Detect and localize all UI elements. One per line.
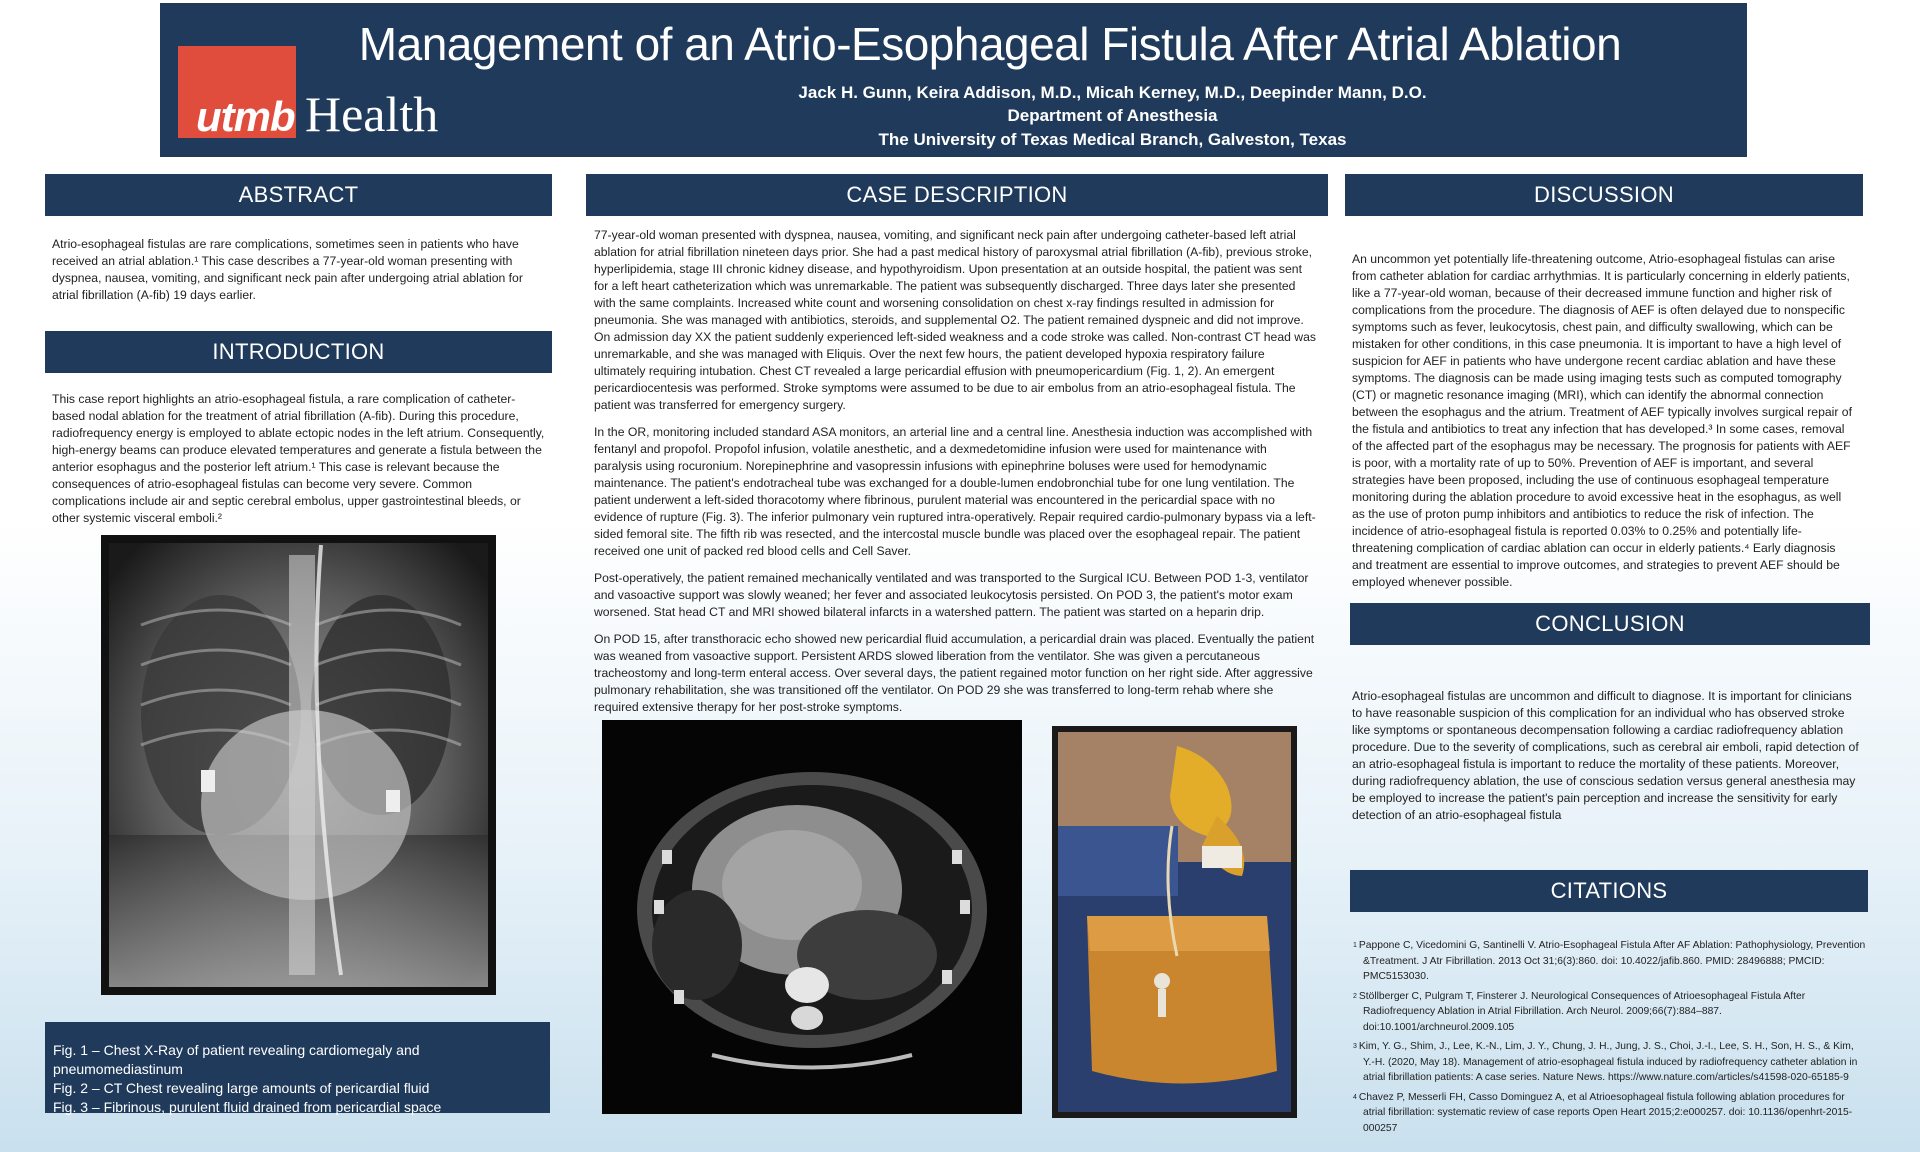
- department: Department of Anesthesia: [1007, 106, 1218, 125]
- authors: Jack H. Gunn, Keira Addison, M.D., Micah Kerney, M.D., Deepinder Mann, D.O.: [798, 83, 1427, 102]
- abstract-text: Atrio-esophageal fistulas are rare complications, sometimes seen in patients who have received an atrial ablation.¹ This case describes a 77-year-old woman presenting with dyspnea, nausea, vomiting, and significant neck pain after undergoing atrial ablation for atrial fibrillation (A-fib) 19 days earlier.: [52, 237, 523, 302]
- citation-number: 3: [1353, 1043, 1357, 1050]
- case-description-heading: CASE DESCRIPTION: [586, 174, 1328, 216]
- citation-number: 1: [1353, 942, 1357, 949]
- introduction-text: This case report highlights an atrio-esophageal fistula, a rare complication of catheter-based nodal ablation for the treatment of atrial fibrillation (A-fib). During this procedure, radiofrequency energy is employed to ablate ectopic nodes in the left atrium. Consequently, high-energy beams can produce elevated temperatures and generate a fistula between the anterior esophagus and the posterior left atrium.¹ This case is relevant because the consequences of atrio-esophageal fistulas can become very severe. Common complications include air and septic cerebral embolus, upper gastrointestinal bleeds, or other systemic visceral emboli.²: [52, 392, 545, 525]
- figure-captions: [45, 1022, 550, 1113]
- citation-number: 4: [1353, 1093, 1357, 1101]
- conclusion-heading: CONCLUSION: [1350, 603, 1870, 645]
- case-description-text: [594, 227, 1318, 726]
- conclusion-text: Atrio-esophageal fistulas are uncommon and difficult to diagnose. It is important for clinicians to have reasonable suspicion of this complication for an individual who has observed stroke like symptoms or spontaneous decompensation following a cardiac radiofrequency ablation procedure. Due to the severity of complications, such as cerebral air emboli, rapid detection of an atrio-esophageal fistula is important to reduce the mortality of these patients. Moreover, during radiofrequency ablation, the use of conscious sedation versus general anesthesia may be employed to increase the patient's pain perception and increase the sensitivity for early detection of an atrio-esophageal fistula: [1352, 689, 1859, 822]
- introduction-heading: INTRODUCTION: [45, 331, 552, 373]
- poster-title: Management of an Atrio-Esophageal Fistula After Atrial Ablation: [358, 18, 1622, 70]
- caption-fig-1: Fig. 1 – Chest X-Ray of patient revealing cardiomegaly and pneumomediastinum: [53, 1042, 420, 1077]
- citation-item: [1353, 989, 1868, 1036]
- caption-fig-3: Fig. 3 – Fibrinous, purulent fluid drained from pericardial space: [53, 1099, 442, 1115]
- citation-text: Kim, Y. G., Shim, J., Lee, K.-N., Lim, J. Y., Chung, J. H., Jung, J. S., Choi, J.-I., Lee, S. H., Son, H. S., & Kim, Y.-H. (2020, May 18). Management of atrio-esophageal fistula induced by radiofrequency catheter ablation in atrial fibrillation patients: A case series. Nature News. https://www.nature.com/articles/s41598-020-65185-9: [1358, 1041, 1858, 1083]
- citation-item: [1353, 1039, 1868, 1086]
- discussion-text: An uncommon yet potentially life-threatening outcome, Atrio-esophageal fistulas can arise from catheter ablation for cardiac arrhythmias. It is particularly concerning in elderly patients, like a 77-year-old woman, because of their decreased immune function and higher risk of complications from the procedure. The diagnosis of AEF is often delayed due to nonspecific symptoms such as fever, leukocytosis, chest pain, and difficulty swallowing, which can be mistaken for other conditions, in this case pneumonia. It is important to have a high level of suspicion for AEF in patients who have undergone recent cardiac ablation and have these symptoms. The diagnosis can be made using imaging tests such as computed tomography (CT) or magnetic resonance imaging (MRI), which can identify the abnormal connection between the esophagus and the atrium. Treatment of AEF typically involves surgical repair of the fistula and antibiotics to treat any infection that has developed.³ In some cases, removal of the affected part of the esophagus may be necessary. The prognosis for patients with AEF is poor, with a mortality rate of up to 50%. Prevention of AEF is important, and several strategies have been proposed, including the use of continuous esophageal temperature monitoring during the ablation procedure to avoid excessive heat in the esophagus, as well as the use of proton pump inhibitors and antibiotics to reduce the risk of infection. The incidence of atrio-esophageal fistula is reported 0.03% to 0.25% and potentially life-threatening complication of cardiac ablation can occur in elderly patients.⁴ Early diagnosis and treatment are essential to improve outcomes, and strategies to prevent AEF should be employed whenever possible.: [1352, 252, 1852, 589]
- case-paragraph-2: In the OR, monitoring included standard ASA monitors, an arterial line and a central line. Anesthesia induction was accomplished with fentanyl and propofol. Propofol infusion, volatile anesthetic, and a dexmedetomidine infusion were used for maintenance with paralysis using rocuronium. Norepinephrine and vasopressin infusions with epinephrine boluses were used for hemodynamic maintenance. The patient's endotracheal tube was exchanged for a double-lumen endobronchial tube for one lung ventilation. The patient underwent a left-sided thoracotomy where fibrinous, purulent material was encountered in the pericardial space with no evidence of rupture (Fig. 3). The inferior pulmonary vein ruptured intra-operatively. Repair required cardio-pulmonary bypass via a left-sided femoral site. The fifth rib was resected, and the intercostal muscle bundle was placed over the esophageal repair. The patient received one unit of packed red blood cells and Cell Saver.: [594, 425, 1316, 558]
- citations-heading: CITATIONS: [1350, 870, 1868, 912]
- figure-3-drained-fluid: [1052, 726, 1297, 1118]
- citation-text: Chavez P, Messerli FH, Casso Dominguez A, et al Atrioesophageal fistula following ablation procedures for atrial fibrillation: systematic review of case reports Open Heart 2015;2:e000257. doi: 10.1136/openhrt-2015-000257: [1358, 1091, 1853, 1134]
- case-paragraph-1: 77-year-old woman presented with dyspnea, nausea, vomiting, and significant neck pain after undergoing catheter-based left atrial ablation for atrial fibrillation nineteen days prior. She had a past medical history of paroxysmal atrial fibrillation (A-fib), previous stroke, hyperlipidemia, stage III chronic kidney disease, and hypothyroidism. Upon presentation at an outside hospital, the patient was sent for a left heart catheterization which was unremarkable. The patient was subsequently discharged. Three days later she presented with the same complaints. Increased white count and worsening consolidation on chest x-ray findings resulted in admission for pneumonia. She was managed with antibiotics, steroids, and supplemental O2. The patient remained dyspneic and did not improve. On admission day XX the patient suddenly experienced left-sided weakness and a code stroke was called. Non-contrast CT head was unremarkable, and she was managed with Eliquis. Over the next few hours, the patient developed hypoxia respiratory failure ultimately requiring intubation. Chest CT revealed a large pericardial effusion with pneumopericardium (Fig. 1, 2). An emergent pericardiocentesis was performed. Stroke symptoms were assumed to be due to air embolus from an atrio-esophageal fistula. The patient was transferred for emergency surgery.: [594, 228, 1316, 412]
- citation-text: Stöllberger C, Pulgram T, Finsterer J. Neurological Consequences of Atrioesophageal Fistula After Radiofrequency Ablation in Atrial Fibrillation. Arch Neurol. 2009;66(7):884–887. doi:10.1001/archneurol.2009.105: [1358, 990, 1806, 1033]
- caption-fig-2: Fig. 2 – CT Chest revealing large amounts of pericardial fluid: [53, 1080, 430, 1096]
- poster-header: [160, 3, 1747, 157]
- health-logo-text: Health: [305, 86, 439, 142]
- citations-list: [1353, 938, 1868, 1140]
- figure-1-chest-xray: [101, 535, 496, 995]
- utmb-logo-text: utmb: [196, 93, 295, 140]
- institution: The University of Texas Medical Branch, Galveston, Texas: [878, 130, 1347, 149]
- case-paragraph-3: Post-operatively, the patient remained mechanically ventilated and was transported to the Surgical ICU. Between POD 1-3, ventilator and vasoactive support was slowly weaned; her fever and associated leukocytosis persisted. On POD 3, the patient's motor exam worsened. Stat head CT and MRI showed bilateral infarcts in a watershed pattern. The patient was started on a heparin drip.: [594, 571, 1309, 619]
- citation-item: [1353, 1090, 1868, 1137]
- abstract-heading: ABSTRACT: [45, 174, 552, 216]
- figure-2-ct-chest: [602, 720, 1022, 1114]
- citation-number: 2: [1353, 992, 1357, 1000]
- discussion-heading: DISCUSSION: [1345, 174, 1863, 216]
- case-paragraph-4: On POD 15, after transthoracic echo showed new pericardial fluid accumulation, a pericardial drain was placed. Eventually the patient was weaned from vasoactive support. Persistent ARDS slowed liberation from the ventilator. She was given a percutaneous tracheostomy and long-term enteral access. Over several days, the patient regained motor function on her right side. After aggressive pulmonary rehabilitation, she was transitioned off the ventilator. On POD 29 she was transferred to long-term rehab where she required extensive therapy for her post-stroke symptoms.: [594, 632, 1315, 714]
- citation-item: [1353, 938, 1868, 985]
- citation-text: Pappone C, Vicedomini G, Santinelli V. Atrio-Esophageal Fistula After AF Ablation: Pathophysiology, Prevention &Treatment. J Atr Fibrillation. 2013 Oct 31;6(3):860. doi: 10.4022/jafib.860. PMID: 28496888; PMCID: PMC5153030.: [1358, 940, 1866, 982]
